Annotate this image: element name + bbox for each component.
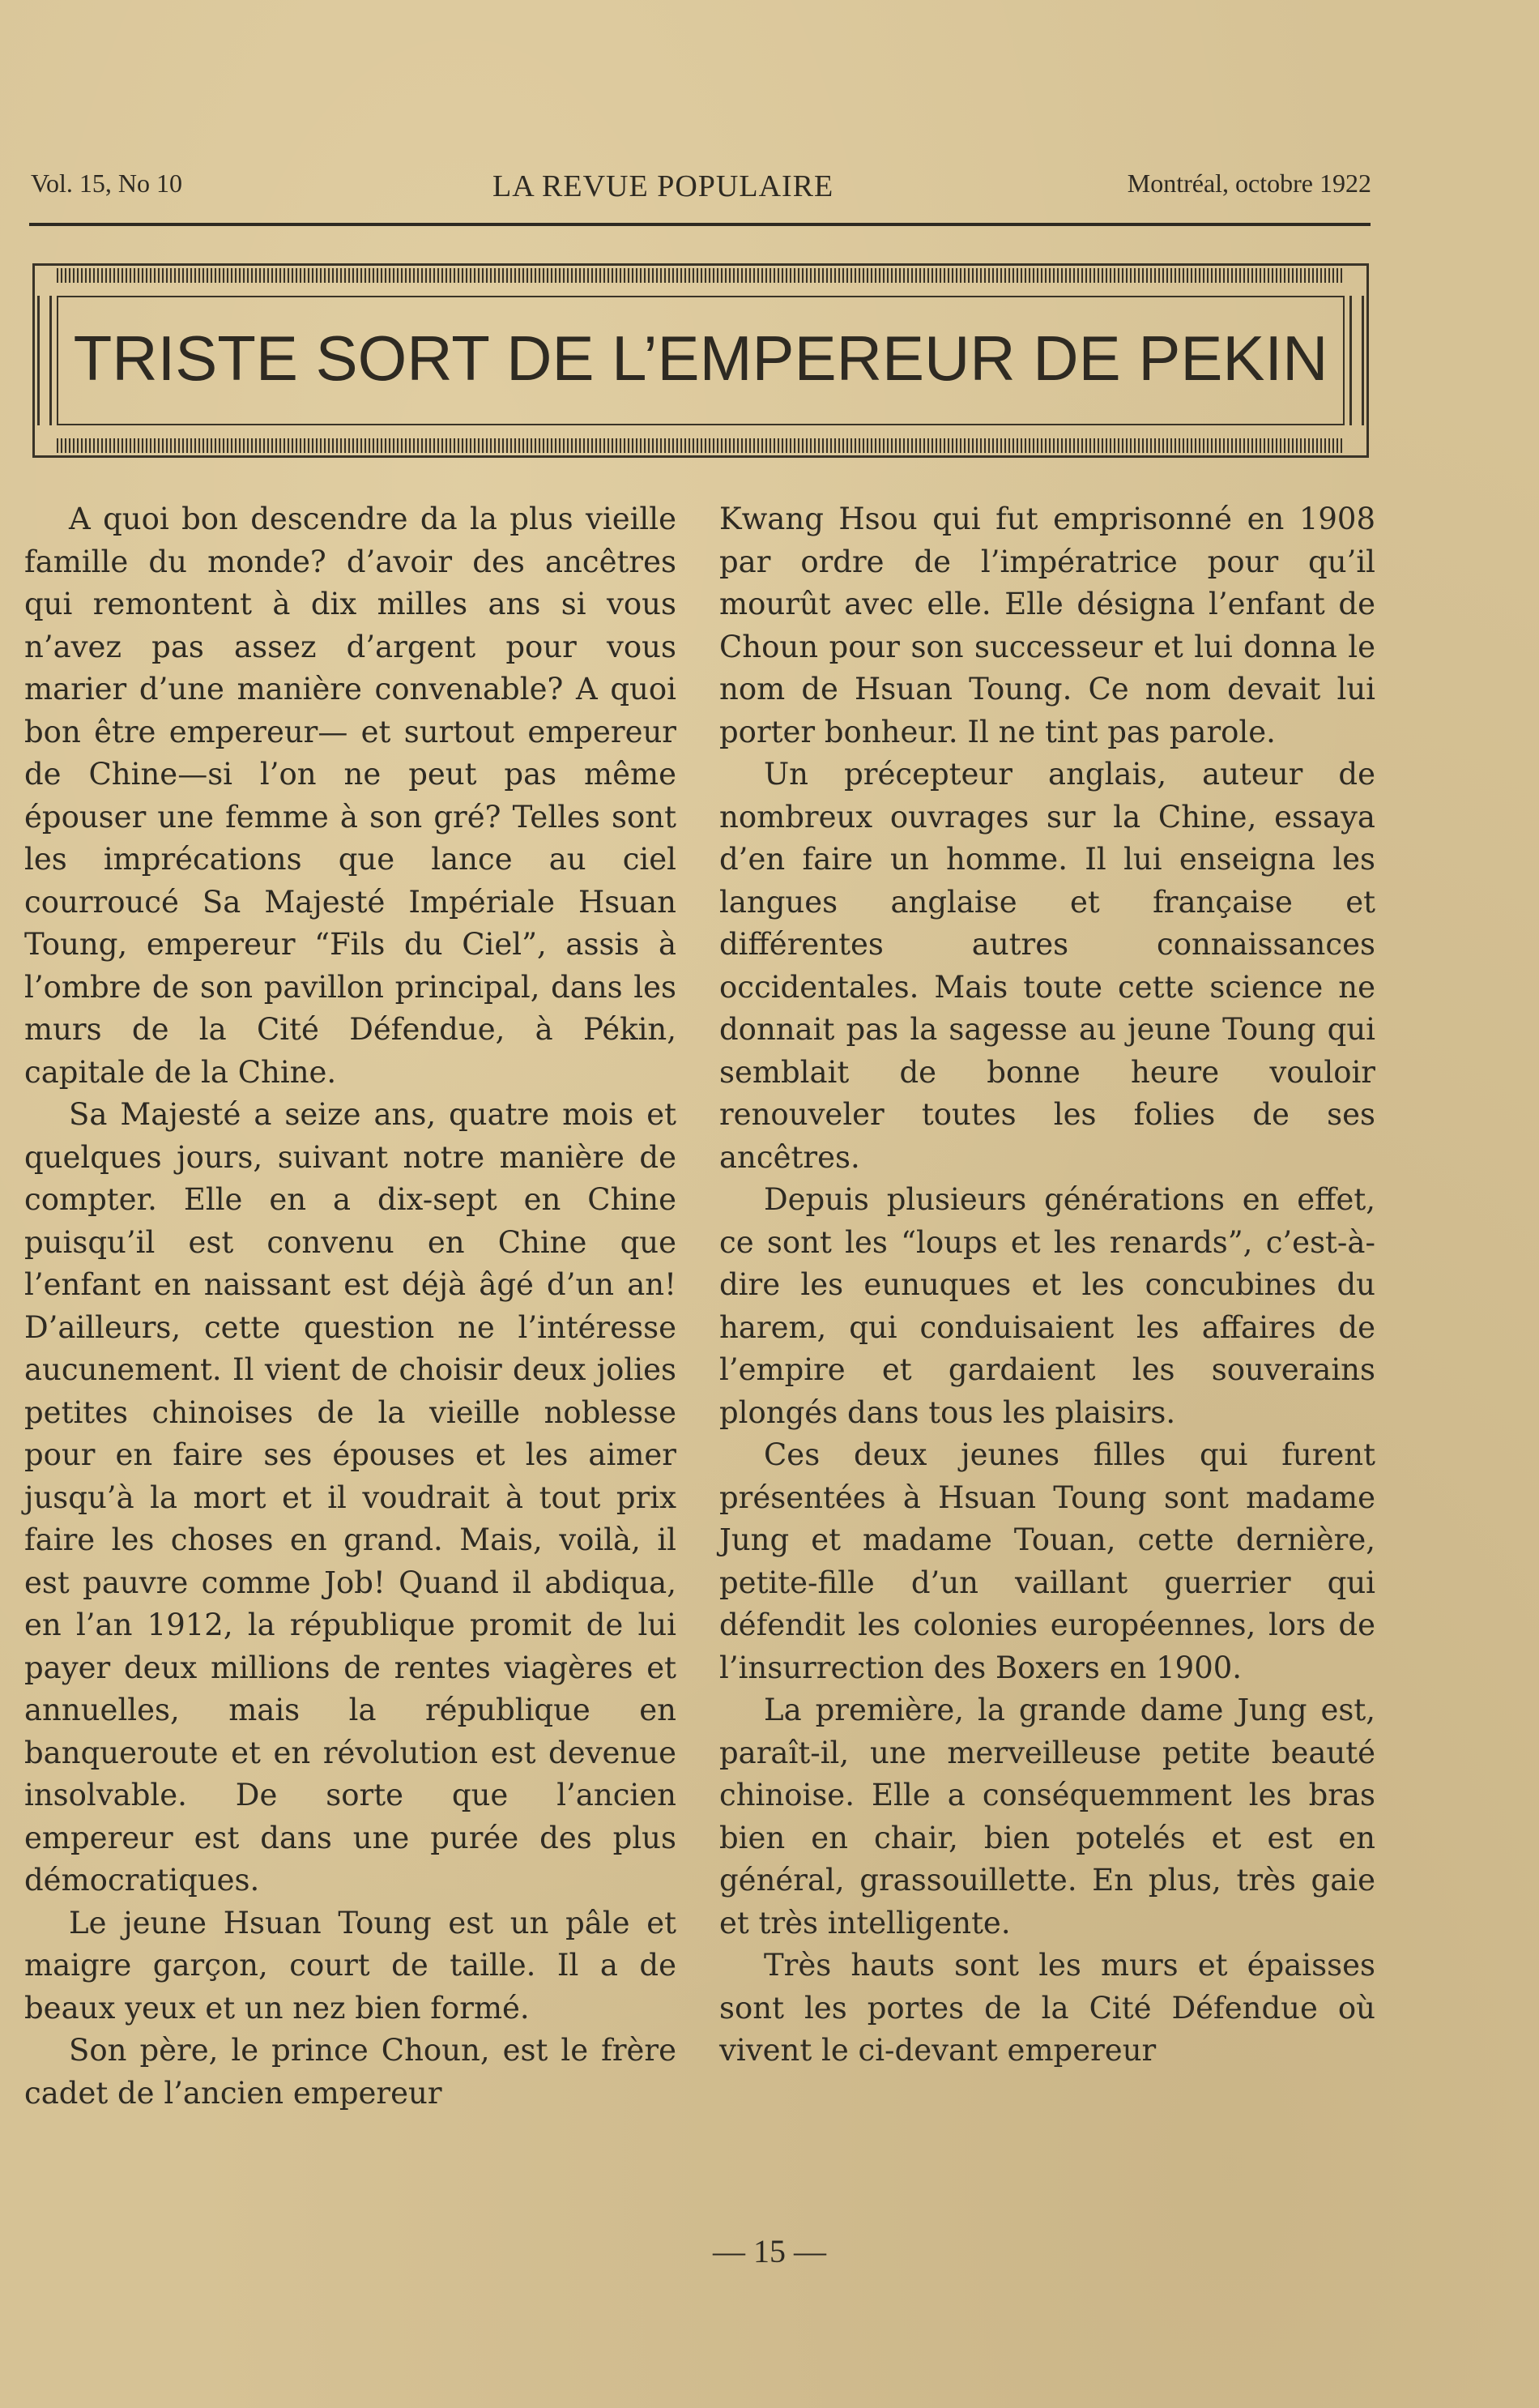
frame-ornament-bottom xyxy=(57,438,1345,453)
right-column xyxy=(719,498,1375,2073)
paragraph: Un précepteur anglais, auteur de nombreux ouvrages sur la Chine, essaya d’en faire un homme. Il lui enseigna les langues anglaise et française et différentes autres connaissances occidentales. Mais toute cette science ne donnait pas la sagesse au jeune Toung qui semblait de bonne heure vouloir renouveler toutes les folies de ses ancêtres. xyxy=(719,757,1375,1175)
paragraph: Très hauts sont les murs et épaisses sont les portes de la Cité Défendue où vivent le ci-devant empereur xyxy=(719,1948,1375,2068)
magazine-title: LA REVUE POPULAIRE xyxy=(492,169,834,203)
paragraph: Sa Majesté a seize ans, quatre mois et quelques jours, suivant notre manière de compter. Elle en a dix-sept en Chine puisqu’il est convenu en Chine que l’enfant en naissant est déjà âgé d’un an! D’ailleurs, cette question ne l’intéresse aucunement. Il vient de choisir deux jolies petites chinoises de la vieille noblesse pour en faire ses épouses et les aimer jusqu’à la mort et il voudrait à tout prix faire les choses en grand. Mais, voilà, il est pauvre comme Job! Quand il abdiqua, en l’an 1912, la république promit de lui payer deux millions de rentes viagères et annuelles, mais la république en banqueroute et en révolution est devenue insolvable. De sorte que l’ancien empereur est dans une purée des plus démocratiques. xyxy=(24,1097,676,1898)
paragraph: Son père, le prince Choun, est le frère cadet de l’ancien empereur xyxy=(24,2033,676,2111)
headline-frame xyxy=(32,263,1369,458)
paragraph: La première, la grande dame Jung est, paraît-il, une merveilleuse petite beauté chinoise. Elle a conséquemment les bras bien en chair, bien potelés et est en général, grassouillette. En plus, très gaie et très intelligente. xyxy=(719,1693,1375,1940)
left-column xyxy=(24,498,676,2115)
running-header xyxy=(31,169,1371,204)
article-headline: TRISTE SORT DE L’EMPEREUR DE PEKIN xyxy=(73,322,1328,394)
paragraph: Kwang Hsou qui fut emprisonné en 1908 par ordre de l’impératrice pour qu’il mourût avec elle. Elle désigna l’enfant de Choun pour son successeur et lui donna le nom de Hsuan Toung. Ce nom devait lui porter bonheur. Il ne tint pas parole. xyxy=(719,502,1375,749)
frame-ornament-top xyxy=(57,268,1345,283)
paragraph: Depuis plusieurs générations en effet, ce sont les “loups et les renards”, c’est-à-dire les eunuques et les concubines du harem, qui conduisaient les affaires de l’empire et gardaient les souverains plongés dans tous les plaisirs. xyxy=(719,1182,1375,1430)
volume-number: Vol. 15, No 10 xyxy=(31,169,182,198)
paragraph: Le jeune Hsuan Toung est un pâle et maigre garçon, court de taille. Il a de beaux yeux et un nez bien formé. xyxy=(24,1905,676,2026)
paragraph: Ces deux jeunes filles qui furent présentées à Hsuan Toung sont madame Jung et madame Touan, cette dernière, petite-fille d’un vaillant guerrier qui défendit les colonies européennes, lors de l’insurrection des Boxers en 1900. xyxy=(719,1437,1375,1685)
page-number: — 15 — xyxy=(713,2233,826,2269)
header-rule xyxy=(29,223,1371,226)
issue-date: Montréal, octobre 1922 xyxy=(1127,169,1371,198)
paragraph: A quoi bon descendre da la plus vieille famille du monde? d’avoir des ancêtres qui remontent à dix milles ans si vous n’avez pas assez d’argent pour vous marier d’une manière convenable? A quoi bon être empereur— et surtout empereur de Chine—si l’on ne peut pas même épouser une femme à son gré? Telles sont les imprécations que lance au ciel courroucé Sa Majesté Impériale Hsuan Toung, empereur “Fils du Ciel”, assis à l’ombre de son pavillon principal, dans les murs de la Cité Défendue, à Pékin, capitale de la Chine. xyxy=(24,502,676,1090)
